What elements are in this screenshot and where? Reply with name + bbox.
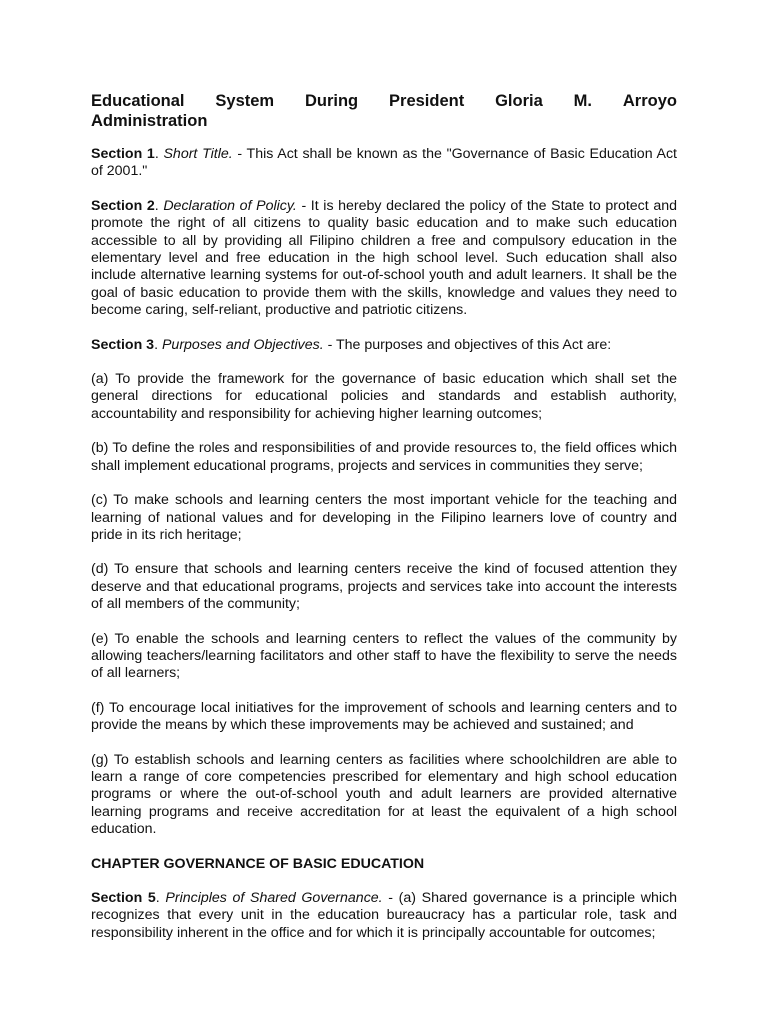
section-5-paragraph: Section 5. Principles of Shared Governance. - (a) Shared governance is a principle which recognizes that every unit in the education bureaucracy has a particular role, task and responsibility inherent in the office and for which it is principally accountable for outcomes;	[91, 890, 677, 941]
objective-a: (a) To provide the framework for the governance of basic education which shall set the general directions for educational policies and standards and establish authority, accountability and responsibility for achieving higher learning outcomes;	[91, 371, 677, 422]
section-3-paragraph: Section 3. Purposes and Objectives. - The purposes and objectives of this Act are:	[91, 336, 612, 353]
title-word: System	[215, 92, 275, 110]
document-title	[91, 91, 677, 131]
title-word: Educational	[91, 92, 185, 110]
title-word: During	[304, 92, 359, 110]
title-word: Arroyo	[622, 92, 677, 110]
title-word: Gloria	[495, 92, 543, 110]
section-1-text: - This Act shall be known as the "Governance of Basic Education Act of 2001."	[91, 146, 677, 180]
objective-g: (g) To establish schools and learning centers as facilities where schoolchildren are able to learn a range of core competencies prescribed for elementary and high school education programs or where the out-of-school youth and adult learners are provided alternative learning programs and receive accreditation for at least the equivalent of a high school education.	[91, 751, 677, 838]
section-1-name: Short Title.	[163, 146, 233, 162]
objective-d: (d) To ensure that schools and learning centers receive the kind of focused attention they deserve and that educational programs, projects and services take into account the interests of all members of the community;	[91, 561, 677, 613]
document-page	[91, 91, 677, 959]
section-3-name: Purposes and Objectives.	[161, 336, 324, 353]
section-2-paragraph: Section 2. Declaration of Policy. - It is hereby declared the policy of the State to protect and promote the right of all citizens to quality basic education and to make such education accessible to all by providing all Filipino children a free and compulsory education in the elementary level and free education in the high school level. Such education shall also include alternative learning systems for out-of-school youth and adult learners. It shall be the goal of basic education to provide them with the skills, knowledge and values they need to become caring, self-reliant, productive and patriotic citizens.	[91, 197, 677, 319]
section-5-name: Principles of Shared Governance.	[165, 890, 383, 906]
title-line-1	[91, 91, 677, 111]
title-word: President	[389, 92, 465, 110]
section-5-label: Section 5	[91, 890, 156, 906]
section-2-text: - It is hereby declared the policy of the State to protect and promote the right of all citizens to quality basic education and to make such education accessible to all by providing all Filipino children a free and compulsory education in the elementary level and free education in the high school level. Such education shall also include alternative learning systems for out-of-school youth and adult learners. It shall be the goal of basic education to provide them with the skills, knowledge and values they need to become caring, self-reliant, productive and patriotic citizens.	[91, 197, 677, 319]
section-3-text: - The purposes and objectives of this Act are:	[327, 336, 612, 353]
objective-f: (f) To encourage local initiatives for the improvement of schools and learning centers and to provide the means by which these improvements may be achieved and sustained; and	[91, 699, 677, 734]
section-1-paragraph: Section 1. Short Title. - This Act shall be known as the "Governance of Basic Education Act of 2001."	[91, 146, 677, 180]
objective-e: (e) To enable the schools and learning centers to reflect the values of the community by allowing teachers/learning facilitators and other staff to have the flexibility to serve the needs of all learners;	[91, 630, 677, 682]
section-5-text: - (a) Shared governance is a principle which recognizes that every unit in the education bureaucracy has a particular role, task and responsibility inherent in the office and for which it is principally accountable for outcomes;	[91, 890, 677, 941]
title-word: M.	[573, 92, 592, 110]
section-3-label: Section 3	[91, 336, 155, 353]
section-2-label: Section 2	[91, 197, 155, 214]
objective-c: (c) To make schools and learning centers the most important vehicle for the teaching and learning of national values and for developing in the Filipino learners love of country and pride in its rich heritage;	[91, 492, 677, 543]
section-2-name: Declaration of Policy.	[163, 197, 297, 214]
section-1-label: Section 1	[91, 146, 155, 162]
objective-b: (b) To define the roles and responsibilities of and provide resources to, the field offices which shall implement educational programs, projects and services in communities they serve;	[91, 440, 677, 474]
chapter-heading: CHAPTER GOVERNANCE OF BASIC EDUCATION	[91, 855, 425, 872]
title-line-2: Administration	[91, 112, 208, 130]
